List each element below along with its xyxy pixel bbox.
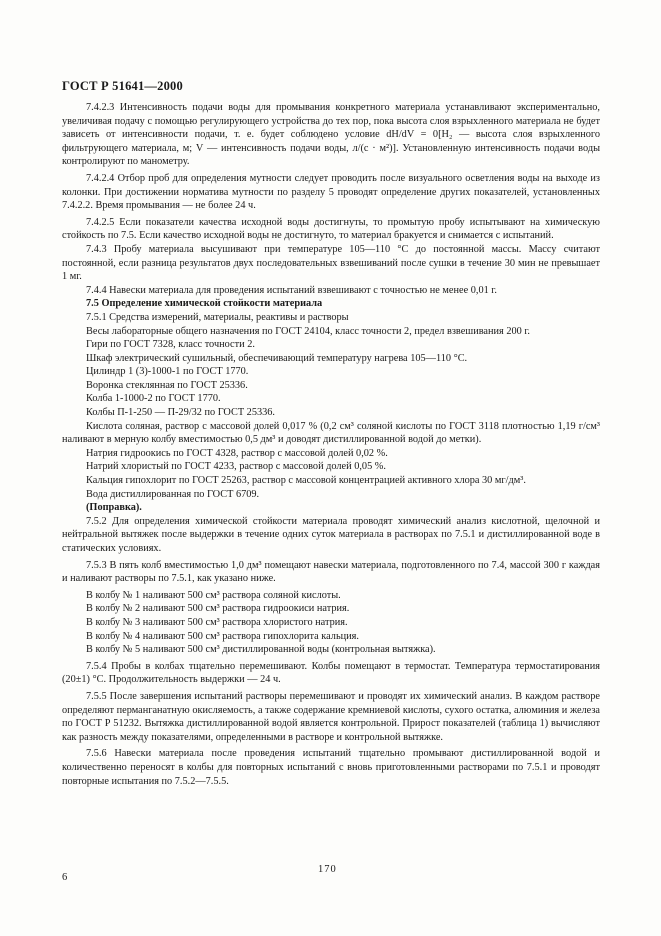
paragraph: 7.4.2.5 Если показатели качества исходной воды достигнуты, то промытую пробу испытывают на химическую стойкость по 7.5. Если качество исходной воды не достигнуто, то материал бракуется и снимается с испытаний.	[62, 216, 600, 242]
paragraph: Шкаф электрический сушильный, обеспечивающий температуру нагрева 105—110 °С.	[86, 352, 468, 364]
document-body	[62, 101, 600, 788]
section-heading: 7.5 Определение химической стойкости материала	[86, 298, 323, 310]
sheet-number: 170	[318, 864, 337, 875]
paragraph: Весы лабораторные общего назначения по ГОСТ 24104, класс точности 2, предел взвешивания 200 г.	[86, 325, 530, 337]
paragraph: 7.4.2.4 Отбор проб для определения мутности следует проводить после визуального осветления воды на выходе из колонки. При достижении норматива мутности по разделу 5 проводят определение других показателей, установленных 7.4.2.2. Время промывания — не более 24 ч.	[62, 172, 600, 212]
paragraph: Колбы П-1-250 — П-29/32 по ГОСТ 25336.	[86, 407, 276, 419]
paragraph: 7.5.5 После завершения испытаний растворы перемешивают и проводят их химический анализ. В каждом растворе определяют перманганатную окисляемость, а также содержание кремниевой кислоты, сухого остатка, алюминия и железа по ГОСТ Р 51232. Вытяжка дистиллированной водой является контрольной. Прирост показателей (таблица 1) вычисляют как разность между показателями, определенными в растворе и контрольной вытяжке.	[62, 690, 600, 743]
paragraph: 7.4.4 Навески материала для проведения испытаний взвешивают с точностью не менее 0,01 г.	[86, 284, 497, 296]
paragraph: 7.4.2.3 Интенсивность подачи воды для промывания конкретного материала устанавливают экспериментально, увеличивая подачу с помощью регулирующего устройства до тех пор, пока высота слоя взрыхленного материала не будет зависеть от интенсивности подачи, т. е. будет соблюдено условие dH/dV = 0[H₂ — высота слоя взрыхленного фильтрующего материала, м; V — интенсивность подачи воды, л/(с · м²)]. Установленную интенсивность подачи воды контролируют по манометру.	[62, 102, 600, 168]
paragraph: 7.5.4 Пробы в колбах тщательно перемешивают. Колбы помещают в термостат. Температура термостатирования (20±1) °С. Продолжительность выдержки — 24 ч.	[62, 660, 600, 686]
paragraph: Колба 1-1000-2 по ГОСТ 1770.	[86, 393, 221, 405]
paragraph: В колбу № 4 наливают 500 см³ раствора гипохлорита кальция.	[86, 630, 359, 642]
paragraph: Натрий хлористый по ГОСТ 4233, раствор с массовой долей 0,05 %.	[86, 461, 386, 473]
paragraph: Воронка стеклянная по ГОСТ 25336.	[86, 379, 248, 391]
paragraph: Вода дистиллированная по ГОСТ 6709.	[86, 488, 260, 500]
paragraph: В колбу № 5 наливают 500 см³ дистиллированной воды (контрольная вытяжка).	[86, 644, 436, 656]
paragraph: 7.4.3 Пробу материала высушивают при температуре 105—110 °С до постоянной массы. Массу считают постоянной, если разница результатов двух последовательных взвешиваний после сушки в течение 30 мин не превышает 1 мг.	[62, 243, 600, 283]
page-header: ГОСТ Р 51641—2000	[62, 79, 183, 93]
section-heading: (Поправка).	[86, 502, 142, 514]
paragraph: 7.5.6 Навески материала после проведения испытаний тщательно промывают дистиллированной водой и количественно переносят в колбы для повторных испытаний с вновь приготовленными растворами по 7.5.1 и проводят повторные испытания по 7.5.2—7.5.5.	[62, 748, 600, 787]
paragraph: 7.5.1 Средства измерений, материалы, реактивы и растворы	[86, 311, 349, 323]
paragraph: Цилиндр 1 (3)-1000-1 по ГОСТ 1770.	[86, 366, 249, 378]
paragraph: В колбу № 1 наливают 500 см³ раствора соляной кислоты.	[86, 589, 341, 601]
paragraph: В колбу № 2 наливают 500 см³ раствора гидроокиси натрия.	[86, 603, 350, 615]
paragraph: Кислота соляная, раствор с массовой долей 0,017 % (0,2 см³ соляной кислоты по ГОСТ 3118 плотностью 1,19 г/см³ наливают в мерную колбу вместимостью 0,5 дм³ и доводят дистиллированной водой до метки).	[62, 420, 600, 446]
paragraph: 7.5.2 Для определения химической стойкости материала проводят химический анализ кислотной, щелочной и нейтральной вытяжек после выдержки в течение одних суток материала в растворах по 7.5.1 и дистиллированной воде в статических условиях.	[62, 515, 600, 554]
paragraph: Натрия гидроокись по ГОСТ 4328, раствор с массовой долей 0,02 %.	[86, 447, 388, 459]
paragraph: 7.5.3 В пять колб вместимостью 1,0 дм³ помещают навески материала, подготовленного по 7.4, массой 300 г каждая и наливают растворы по 7.5.1, как указано ниже.	[62, 559, 600, 585]
paragraph: В колбу № 3 наливают 500 см³ раствора хлористого натрия.	[86, 616, 348, 628]
paragraph: Гири по ГОСТ 7328, класс точности 2.	[86, 339, 255, 351]
paragraph: Кальция гипохлорит по ГОСТ 25263, раствор с массовой концентрацией активного хлора 30 мг/дм³.	[86, 475, 526, 487]
page-number: 6	[62, 872, 68, 883]
